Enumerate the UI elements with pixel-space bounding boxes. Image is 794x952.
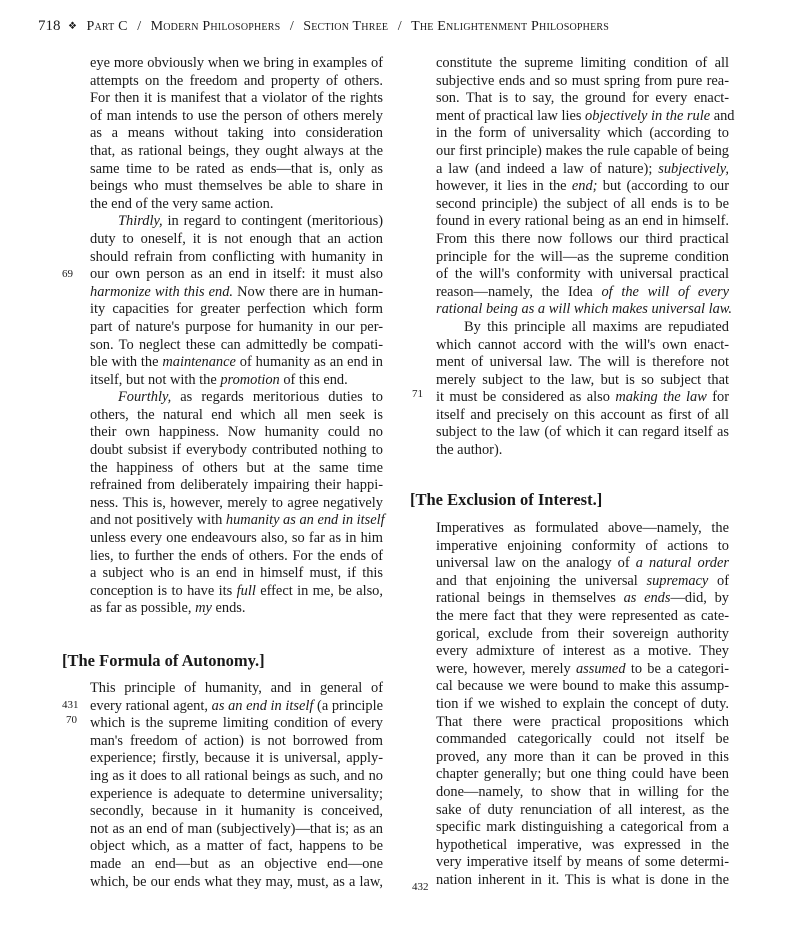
text-line xyxy=(436,161,729,179)
text-line: ity capacities for greater perfection which form xyxy=(90,301,383,318)
text-line: made an end—but as an objective end—one xyxy=(90,855,383,872)
text-line: doubt subsist if everybody contributed nothing to xyxy=(90,442,383,459)
text-line: others, the natural end which all men seek is xyxy=(90,406,383,423)
emphasis: making the law xyxy=(615,389,707,406)
text-line: secondly, because in it humanity is conceived, xyxy=(90,803,383,820)
header-separator: / xyxy=(289,19,294,34)
text-run: for xyxy=(706,389,730,406)
text-line: which is the supreme limiting condition of every xyxy=(90,715,383,732)
text-line: found in every rational being as an end in himself. xyxy=(436,213,729,230)
text-line: merely subject to the law, but is so subject that xyxy=(436,371,729,388)
text-line: Imperatives as formulated above—namely, the xyxy=(436,520,729,536)
text-line: same time to be rated as ends—that is, only as xyxy=(90,160,383,177)
text-line: that, as rational beings, they ought always at the xyxy=(90,142,383,159)
text-line: proved, any more than it can be proved in this xyxy=(436,748,729,765)
text-run: and that enjoining the universal xyxy=(436,572,647,589)
page-number: 718 xyxy=(38,18,61,34)
text-line xyxy=(436,178,729,196)
paragraph xyxy=(436,520,729,889)
emphasis: promotion xyxy=(220,371,280,388)
text-line: not as an end of man (subjectively)—that is; as an xyxy=(90,820,383,837)
section-heading-autonomy: [The Formula of Autonomy.] xyxy=(62,651,265,670)
text-run: however, it lies in the xyxy=(436,178,572,195)
header-part: Part C xyxy=(86,19,128,34)
paragraph xyxy=(436,319,729,460)
margin-number: 71 xyxy=(412,388,423,400)
right-column-lower xyxy=(436,520,729,889)
margin-number: 431 xyxy=(62,699,79,711)
text-run: ends. xyxy=(211,600,246,617)
text-run: of xyxy=(708,572,729,589)
text-line: done—namely, to show that in willing for the xyxy=(436,783,729,800)
text-run: universal law on the analogy of xyxy=(436,555,636,572)
text-line xyxy=(436,107,735,126)
emphasis: Thirdly, xyxy=(118,213,163,230)
text-line: the mere fact that they were represented as cate- xyxy=(436,607,729,624)
header-title-modern: Modern Philosophers xyxy=(150,19,281,34)
text-line xyxy=(436,661,729,679)
text-line: duty to oneself, it is not enough that an action xyxy=(90,230,383,247)
text-line: should refrain from conflicting with humanity in xyxy=(90,248,383,265)
text-line: ness. This is, however, merely to agree negatively xyxy=(90,494,383,511)
emphasis: rational being as a will which makes universal law. xyxy=(436,301,732,318)
text-line xyxy=(90,372,383,390)
text-line xyxy=(90,284,383,302)
text-line xyxy=(436,301,732,319)
text-line xyxy=(90,600,383,618)
text-line xyxy=(436,555,729,573)
text-run: rational beings in themselves xyxy=(436,590,624,607)
text-line: the end of the very same action. xyxy=(90,195,274,212)
text-run: to be a categori- xyxy=(625,660,729,677)
emphasis: objectively in the rule xyxy=(585,107,711,124)
text-line xyxy=(90,213,383,231)
text-run: it must be considered as also xyxy=(436,389,616,406)
text-run: of this end. xyxy=(279,371,348,388)
text-line: a subject who is an end in himself must, if this xyxy=(90,565,383,582)
text-run: a law (and indeed a law of nature); xyxy=(436,160,659,177)
text-line: subjective ends and so must spring from pure rea- xyxy=(436,72,729,89)
text-line: son. To neglect these can admittedly be compati- xyxy=(90,336,383,353)
section-heading-exclusion: [The Exclusion of Interest.] xyxy=(410,490,603,509)
paragraph xyxy=(436,55,735,319)
text-line xyxy=(436,590,729,608)
text-run: as far as possible, xyxy=(90,600,196,617)
paragraph xyxy=(90,680,383,891)
text-line xyxy=(436,284,729,302)
text-run: and xyxy=(710,107,735,124)
emphasis: harmonize with this end. xyxy=(90,283,234,300)
text-run: ment of practical law lies xyxy=(436,107,586,124)
text-run: (a principle xyxy=(313,697,384,714)
paragraph xyxy=(90,213,383,389)
text-line: very imperative itself by means of some determi- xyxy=(436,854,729,871)
text-line: man's freedom of action) is not borrowed from xyxy=(90,732,383,749)
emphasis: Fourthly, xyxy=(118,389,172,406)
text-run: every rational agent, xyxy=(90,697,212,714)
text-line: sake of duty renunciation of all interest, as the xyxy=(436,801,729,818)
text-line: From this there now follows our third practical xyxy=(436,230,729,247)
text-run: and not positively with xyxy=(90,512,226,529)
text-run: but (according to our xyxy=(597,178,730,195)
emphasis: as an end in itself xyxy=(211,697,314,714)
text-line: which cannot accord with the will's own enact- xyxy=(436,336,729,353)
text-line: our own person as an end in itself: it must also xyxy=(90,266,383,283)
text-line: chapter generally; but one thing could have been xyxy=(436,766,729,783)
text-line: of man intends to use the person of others merely xyxy=(90,107,383,124)
text-line xyxy=(90,389,383,407)
text-line: object which, as a matter of fact, happens to be xyxy=(90,838,383,855)
text-line: This principle of humanity, and in general of xyxy=(90,680,383,696)
text-run: were, however, merely xyxy=(436,660,576,677)
text-line xyxy=(90,512,383,530)
header-separator: / xyxy=(397,19,402,34)
text-line: son. That is to say, the ground for every enact- xyxy=(436,90,729,107)
text-line: the happiness of others but at the same time xyxy=(90,459,383,476)
text-line: By this principle all maxims are repudiated xyxy=(464,318,729,335)
text-line: our first principle) makes the rule capable of being xyxy=(436,142,729,159)
text-line: as a means without taking into consideration xyxy=(90,125,383,142)
text-line: in the form of universality which (according to xyxy=(436,125,729,142)
text-run: ble with the xyxy=(90,354,163,371)
margin-number: 69 xyxy=(62,268,73,280)
text-line: eye more obviously when we bring in examples of xyxy=(90,55,383,71)
text-line xyxy=(436,573,729,591)
text-line: gorical, exclude from their sovereign authority xyxy=(436,625,729,642)
text-line xyxy=(90,354,383,372)
text-run: conception is to have its xyxy=(90,582,237,599)
text-line: every admixture of interest as a motive. They xyxy=(436,643,729,660)
text-run: in regard to contingent (meritorious) xyxy=(162,213,383,230)
text-line: commanded categorically could not itself be xyxy=(436,731,729,748)
running-header xyxy=(38,18,758,38)
header-title-section: Section Three xyxy=(303,19,389,34)
emphasis: humanity as an end in itself xyxy=(225,512,385,529)
text-line: attempts on the freedom and property of others. xyxy=(90,72,383,89)
margin-number: 432 xyxy=(412,881,429,893)
text-line: tion if we wished to explain the concept of duty. xyxy=(436,695,729,712)
text-line: hypothetical imperative, was expressed in the xyxy=(436,836,729,853)
text-line: their own happiness. Now humanity could no xyxy=(90,424,383,441)
emphasis: my xyxy=(195,600,212,617)
right-column xyxy=(436,55,735,460)
text-line: specific mark distinguishing a categorical from a xyxy=(436,819,729,836)
text-line: the author). xyxy=(436,442,503,459)
text-line: which, be our ends what they may, must, as a law, xyxy=(90,873,383,890)
text-line: cal because we were bound to make this assump- xyxy=(436,678,729,695)
text-run: itself, but not with the xyxy=(90,371,221,388)
text-line: lies, to further the ends of others. For the ends of xyxy=(90,547,383,564)
left-column xyxy=(90,55,383,618)
margin-number: 70 xyxy=(66,714,77,726)
diamond-ornament-icon: ❖ xyxy=(68,21,77,32)
text-line: ing as it does to all rational beings as such, and no xyxy=(90,767,383,784)
text-line: ment of universal law. The will is therefore not xyxy=(436,354,729,371)
emphasis: assumed xyxy=(575,660,626,677)
text-line: constitute the supreme limiting condition of all xyxy=(436,55,729,71)
text-line: For then it is manifest that a violator of the rights xyxy=(90,90,383,107)
text-run: —did, by xyxy=(670,590,729,607)
text-line: beings who must themselves be able to share in xyxy=(90,178,383,195)
text-line xyxy=(90,583,383,601)
paragraph xyxy=(90,389,383,618)
text-line: second principle) the subject of all ends is to be xyxy=(436,195,729,212)
text-run: Now there are in human- xyxy=(233,283,383,300)
text-line: of the will's conformity with universal practical xyxy=(436,266,729,283)
text-line: unless every one endeavours also, so far as in him xyxy=(90,530,383,547)
emphasis: subjectively, xyxy=(658,160,729,177)
header-separator: / xyxy=(137,19,142,34)
text-line: That there were practical propositions which xyxy=(436,713,729,730)
text-run: as regards meritorious duties to xyxy=(171,389,383,406)
text-run: reason—namely, the Idea xyxy=(436,283,602,300)
emphasis: maintenance xyxy=(162,354,236,371)
header-title-enlightenment: The Enlightenment Philosophers xyxy=(411,19,610,34)
text-line xyxy=(90,698,383,716)
text-line: nation inherent in it. This is what is done in the xyxy=(436,871,729,888)
emphasis: supremacy xyxy=(646,572,709,589)
paragraph xyxy=(90,55,383,213)
text-line: experience is adequate to determine universality; xyxy=(90,785,383,802)
text-run: of humanity as an end in xyxy=(235,354,383,371)
emphasis: of the will of every xyxy=(601,283,730,300)
text-line: itself and precisely on this account as first of all xyxy=(436,406,729,423)
text-line: refrained from deliberately impairing their happi- xyxy=(90,477,383,494)
text-run: effect in me, be also, xyxy=(255,582,383,599)
emphasis: as ends xyxy=(623,590,671,607)
text-line: part of nature's purpose for humanity in our per- xyxy=(90,318,383,335)
text-line: principle for the will—as the supreme condition xyxy=(436,248,729,265)
text-line: imperative enjoining conformity of actions to xyxy=(436,537,729,554)
emphasis: full xyxy=(236,582,256,599)
text-line xyxy=(436,389,729,407)
emphasis: a natural order xyxy=(635,555,729,572)
emphasis: end; xyxy=(571,178,598,195)
left-column-lower xyxy=(90,680,383,891)
text-line: experience; firstly, because it is universal, apply- xyxy=(90,750,383,767)
text-line: subject to the law (of which it can regard itself as xyxy=(436,424,729,441)
